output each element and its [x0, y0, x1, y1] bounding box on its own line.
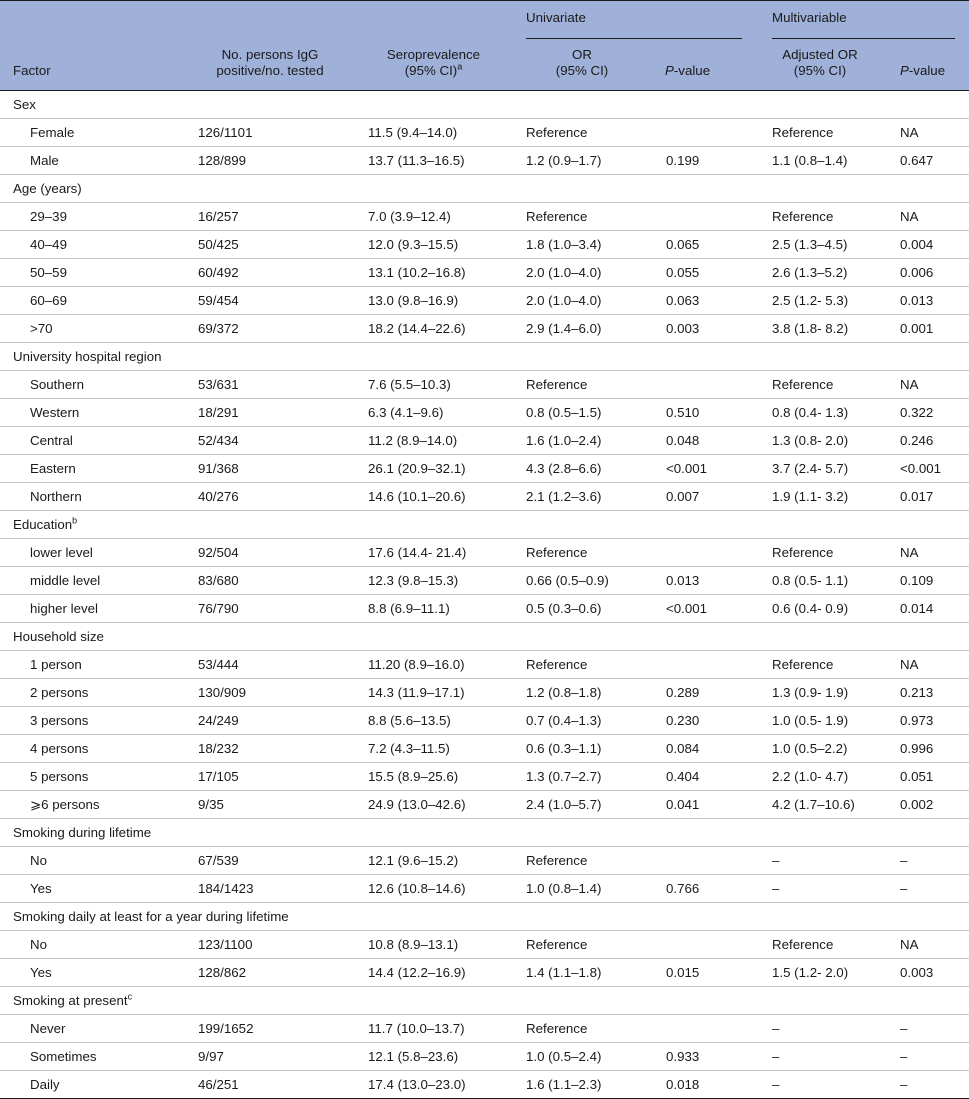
category-label: Smoking daily at least for a year during lifetime: [0, 903, 969, 931]
table-row: [0, 287, 969, 315]
category-label: Household size: [0, 623, 969, 651]
factor-cell: Female: [0, 119, 185, 147]
table-row: [0, 875, 969, 903]
table-row: [0, 119, 969, 147]
factor-cell: higher level: [0, 595, 185, 623]
adjusted-pvalue-cell: NA: [884, 119, 969, 147]
seroprevalence-column-header: Seroprevalence (95% CI)$^a$: [355, 39, 512, 91]
adjusted-or-cell: –: [756, 1071, 884, 1099]
factor-cell: 50–59: [0, 259, 185, 287]
factor-cell: Southern: [0, 371, 185, 399]
adjusted-or-cell: Reference: [756, 119, 884, 147]
seroprevalence-cell: 10.8 (8.9–13.1): [355, 931, 512, 959]
persons-cell: 53/631: [185, 371, 355, 399]
pvalue-cell: 0.766: [652, 875, 756, 903]
table-row: [0, 651, 969, 679]
adjusted-pvalue-cell: 0.017: [884, 483, 969, 511]
seroprevalence-cell: 13.7 (11.3–16.5): [355, 147, 512, 175]
seroprevalence-cell: 13.0 (9.8–16.9): [355, 287, 512, 315]
persons-cell: 53/444: [185, 651, 355, 679]
persons-cell: 130/909: [185, 679, 355, 707]
seroprevalence-cell: 6.3 (4.1–9.6): [355, 399, 512, 427]
or-cell: 1.0 (0.8–1.4): [512, 875, 652, 903]
pvalue-cell: [652, 1015, 756, 1043]
factor-cell: 60–69: [0, 287, 185, 315]
factor-cell: Daily: [0, 1071, 185, 1099]
or-cell: 1.6 (1.0–2.4): [512, 427, 652, 455]
factor-cell: middle level: [0, 567, 185, 595]
seroprevalence-cell: 7.2 (4.3–11.5): [355, 735, 512, 763]
table-row: [0, 567, 969, 595]
adjusted-pvalue-cell: 0.003: [884, 959, 969, 987]
table-row: [0, 259, 969, 287]
table-row: [0, 399, 969, 427]
pvalue-cell: [652, 203, 756, 231]
factor-cell: Yes: [0, 959, 185, 987]
adjusted-or-cell: Reference: [756, 651, 884, 679]
table-body: [0, 91, 969, 1099]
pvalue-cell: 0.048: [652, 427, 756, 455]
category-label: Age (years): [0, 175, 969, 203]
pvalue-cell: [652, 931, 756, 959]
table-row: [0, 231, 969, 259]
adjusted-or-cell: 1.1 (0.8–1.4): [756, 147, 884, 175]
pvalue-cell: 0.065: [652, 231, 756, 259]
adjusted-or-cell: 0.8 (0.4- 1.3): [756, 399, 884, 427]
pvalue-cell: 0.063: [652, 287, 756, 315]
seroprevalence-cell: 12.0 (9.3–15.5): [355, 231, 512, 259]
seroprevalence-cell: 11.7 (10.0–13.7): [355, 1015, 512, 1043]
factor-cell: 40–49: [0, 231, 185, 259]
seroprevalence-cell: 17.4 (13.0–23.0): [355, 1071, 512, 1099]
seroprevalence-cell: 11.20 (8.9–16.0): [355, 651, 512, 679]
seroprevalence-cell: 12.1 (5.8–23.6): [355, 1043, 512, 1071]
persons-column-header: No. persons IgG positive/no. tested: [185, 39, 355, 91]
footnote-marker: b: [72, 515, 78, 526]
adjusted-pvalue-cell: –: [884, 1071, 969, 1099]
persons-cell: 184/1423: [185, 875, 355, 903]
adjusted-pvalue-cell: 0.213: [884, 679, 969, 707]
adjusted-or-cell: 2.5 (1.3–4.5): [756, 231, 884, 259]
table-row: [0, 791, 969, 819]
factor-cell: Western: [0, 399, 185, 427]
seroprevalence-cell: 11.5 (9.4–14.0): [355, 119, 512, 147]
adjusted-or-cell: 2.6 (1.3–5.2): [756, 259, 884, 287]
factor-cell: Yes: [0, 875, 185, 903]
adjusted-or-cell: 1.9 (1.1- 3.2): [756, 483, 884, 511]
category-row: [0, 987, 969, 1015]
pvalue-cell: 0.289: [652, 679, 756, 707]
table-row: [0, 427, 969, 455]
or-cell: 0.66 (0.5–0.9): [512, 567, 652, 595]
pvalue-cell: [652, 119, 756, 147]
table-row: [0, 679, 969, 707]
or-cell: 2.4 (1.0–5.7): [512, 791, 652, 819]
table-row: [0, 763, 969, 791]
persons-cell: 128/862: [185, 959, 355, 987]
or-cell: 2.1 (1.2–3.6): [512, 483, 652, 511]
pvalue-cell: [652, 371, 756, 399]
category-label: Smoking during lifetime: [0, 819, 969, 847]
adjusted-pvalue-cell: –: [884, 875, 969, 903]
persons-cell: 60/492: [185, 259, 355, 287]
factor-cell: 2 persons: [0, 679, 185, 707]
adjusted-or-cell: 1.5 (1.2- 2.0): [756, 959, 884, 987]
pvalue-cell: <0.001: [652, 595, 756, 623]
or-cell: Reference: [512, 1015, 652, 1043]
or-cell: 1.2 (0.8–1.8): [512, 679, 652, 707]
seroprevalence-cell: 14.4 (12.2–16.9): [355, 959, 512, 987]
or-cell: Reference: [512, 203, 652, 231]
factor-cell: Northern: [0, 483, 185, 511]
seroprevalence-cell: 12.3 (9.8–15.3): [355, 567, 512, 595]
or-cell: 4.3 (2.8–6.6): [512, 455, 652, 483]
factor-cell: 4 persons: [0, 735, 185, 763]
adjusted-pvalue-cell: –: [884, 1015, 969, 1043]
table-row: [0, 1071, 969, 1099]
table-row: [0, 483, 969, 511]
adjusted-or-cell: 1.3 (0.8- 2.0): [756, 427, 884, 455]
adjusted-or-cell: 1.0 (0.5–2.2): [756, 735, 884, 763]
factor-cell: lower level: [0, 539, 185, 567]
adjusted-or-column-header: Adjusted OR (95% CI): [756, 39, 884, 91]
or-cell: Reference: [512, 847, 652, 875]
or-cell: 0.7 (0.4–1.3): [512, 707, 652, 735]
persons-cell: 9/35: [185, 791, 355, 819]
category-label: Education$^b$: [0, 511, 969, 539]
pvalue-cell: [652, 847, 756, 875]
adjusted-or-cell: –: [756, 1015, 884, 1043]
adjusted-or-cell: 4.2 (1.7–10.6): [756, 791, 884, 819]
adjusted-pvalue-cell: 0.996: [884, 735, 969, 763]
adjusted-pvalue-cell: NA: [884, 203, 969, 231]
or-cell: 1.2 (0.9–1.7): [512, 147, 652, 175]
seroprevalence-cell: 18.2 (14.4–22.6): [355, 315, 512, 343]
seroprevalence-cell: 7.0 (3.9–12.4): [355, 203, 512, 231]
footnote-marker: c: [127, 991, 133, 1002]
or-cell: 1.3 (0.7–2.7): [512, 763, 652, 791]
persons-cell: 16/257: [185, 203, 355, 231]
persons-cell: 83/680: [185, 567, 355, 595]
persons-cell: 18/291: [185, 399, 355, 427]
adjusted-or-cell: 1.3 (0.9- 1.9): [756, 679, 884, 707]
adjusted-or-cell: 0.8 (0.5- 1.1): [756, 567, 884, 595]
pvalue-cell: 0.041: [652, 791, 756, 819]
univariate-group-header: Univariate: [512, 1, 756, 39]
adjusted-or-cell: 3.8 (1.8- 8.2): [756, 315, 884, 343]
or-cell: 1.4 (1.1–1.8): [512, 959, 652, 987]
persons-cell: 24/249: [185, 707, 355, 735]
or-cell: Reference: [512, 539, 652, 567]
adjusted-or-cell: Reference: [756, 931, 884, 959]
pvalue-cell: 0.933: [652, 1043, 756, 1071]
seroprevalence-cell: 14.3 (11.9–17.1): [355, 679, 512, 707]
category-row: [0, 819, 969, 847]
pvalue-cell: 0.230: [652, 707, 756, 735]
persons-cell: 92/504: [185, 539, 355, 567]
adjusted-or-cell: 2.2 (1.0- 4.7): [756, 763, 884, 791]
persons-cell: 40/276: [185, 483, 355, 511]
adjusted-or-cell: 1.0 (0.5- 1.9): [756, 707, 884, 735]
adjusted-pvalue-cell: 0.006: [884, 259, 969, 287]
pvalue-cell: 0.084: [652, 735, 756, 763]
pvalue-column-header: P-value: [652, 39, 756, 91]
pvalue-cell: 0.404: [652, 763, 756, 791]
persons-cell: 199/1652: [185, 1015, 355, 1043]
or-cell: Reference: [512, 371, 652, 399]
adjusted-or-cell: –: [756, 847, 884, 875]
category-row: [0, 175, 969, 203]
or-cell: 2.0 (1.0–4.0): [512, 259, 652, 287]
factor-cell: >70: [0, 315, 185, 343]
category-label: Smoking at present$^c$: [0, 987, 969, 1015]
adjusted-or-cell: Reference: [756, 371, 884, 399]
seroprevalence-cell: 24.9 (13.0–42.6): [355, 791, 512, 819]
table-row: [0, 371, 969, 399]
adjusted-pvalue-cell: 0.004: [884, 231, 969, 259]
table-row: [0, 707, 969, 735]
multivariable-group-header: Multivariable: [756, 1, 969, 39]
category-row: [0, 511, 969, 539]
seroprevalence-cell: 14.6 (10.1–20.6): [355, 483, 512, 511]
persons-cell: 67/539: [185, 847, 355, 875]
table-row: [0, 1015, 969, 1043]
adjusted-or-cell: 2.5 (1.2- 5.3): [756, 287, 884, 315]
adjusted-pvalue-cell: 0.002: [884, 791, 969, 819]
adjusted-pvalue-cell: NA: [884, 371, 969, 399]
table-row: [0, 203, 969, 231]
factor-cell: 29–39: [0, 203, 185, 231]
adjusted-or-cell: Reference: [756, 203, 884, 231]
category-row: [0, 903, 969, 931]
table-row: [0, 1043, 969, 1071]
table-header: [0, 1, 969, 91]
factor-cell: Central: [0, 427, 185, 455]
persons-cell: 17/105: [185, 763, 355, 791]
category-label: University hospital region: [0, 343, 969, 371]
adjusted-pvalue-cell: 0.246: [884, 427, 969, 455]
table-row: [0, 847, 969, 875]
pvalue-cell: 0.199: [652, 147, 756, 175]
category-row: [0, 91, 969, 119]
adjusted-pvalue-cell: 0.322: [884, 399, 969, 427]
persons-cell: 126/1101: [185, 119, 355, 147]
table-row: [0, 315, 969, 343]
table-row: [0, 455, 969, 483]
or-column-header: OR (95% CI): [512, 39, 652, 91]
table-row: [0, 595, 969, 623]
seroprevalence-cell: 12.1 (9.6–15.2): [355, 847, 512, 875]
pvalue-cell: 0.018: [652, 1071, 756, 1099]
persons-cell: 59/454: [185, 287, 355, 315]
category-label: Sex: [0, 91, 969, 119]
table-row: [0, 931, 969, 959]
adjusted-pvalue-cell: <0.001: [884, 455, 969, 483]
seroprevalence-cell: 7.6 (5.5–10.3): [355, 371, 512, 399]
seroprevalence-cell: 12.6 (10.8–14.6): [355, 875, 512, 903]
or-cell: 1.8 (1.0–3.4): [512, 231, 652, 259]
persons-cell: 9/97: [185, 1043, 355, 1071]
or-cell: 0.8 (0.5–1.5): [512, 399, 652, 427]
category-row: [0, 343, 969, 371]
adjusted-pvalue-cell: 0.014: [884, 595, 969, 623]
adjusted-pvalue-cell: 0.973: [884, 707, 969, 735]
seroprevalence-cell: 11.2 (8.9–14.0): [355, 427, 512, 455]
or-cell: 0.5 (0.3–0.6): [512, 595, 652, 623]
factor-cell: Eastern: [0, 455, 185, 483]
persons-cell: 91/368: [185, 455, 355, 483]
adjusted-or-cell: 3.7 (2.4- 5.7): [756, 455, 884, 483]
or-cell: 2.0 (1.0–4.0): [512, 287, 652, 315]
or-cell: 1.6 (1.1–2.3): [512, 1071, 652, 1099]
adjusted-or-cell: Reference: [756, 539, 884, 567]
footnote-marker: a: [457, 61, 463, 72]
factor-cell: Never: [0, 1015, 185, 1043]
table-row: [0, 147, 969, 175]
persons-cell: 123/1100: [185, 931, 355, 959]
factor-cell: No: [0, 931, 185, 959]
factor-cell: Sometimes: [0, 1043, 185, 1071]
factor-cell: 3 persons: [0, 707, 185, 735]
seroprevalence-cell: 17.6 (14.4- 21.4): [355, 539, 512, 567]
or-cell: Reference: [512, 119, 652, 147]
adjusted-pvalue-cell: NA: [884, 931, 969, 959]
adjusted-pvalue-column-header: P-value: [884, 39, 969, 91]
factor-cell: ⩾6 persons: [0, 791, 185, 819]
adjusted-pvalue-cell: NA: [884, 539, 969, 567]
persons-cell: 69/372: [185, 315, 355, 343]
adjusted-or-cell: –: [756, 1043, 884, 1071]
adjusted-pvalue-cell: 0.647: [884, 147, 969, 175]
adjusted-pvalue-cell: 0.001: [884, 315, 969, 343]
factor-cell: No: [0, 847, 185, 875]
pvalue-cell: 0.007: [652, 483, 756, 511]
adjusted-pvalue-cell: –: [884, 847, 969, 875]
persons-cell: 46/251: [185, 1071, 355, 1099]
pvalue-cell: [652, 539, 756, 567]
persons-cell: 76/790: [185, 595, 355, 623]
table-row: [0, 539, 969, 567]
seroprevalence-cell: 13.1 (10.2–16.8): [355, 259, 512, 287]
pvalue-cell: [652, 651, 756, 679]
factor-cell: Male: [0, 147, 185, 175]
seroprevalence-cell: 8.8 (6.9–11.1): [355, 595, 512, 623]
pvalue-cell: 0.510: [652, 399, 756, 427]
adjusted-pvalue-cell: –: [884, 1043, 969, 1071]
pvalue-cell: 0.055: [652, 259, 756, 287]
adjusted-or-cell: 0.6 (0.4- 0.9): [756, 595, 884, 623]
persons-cell: 50/425: [185, 231, 355, 259]
persons-cell: 18/232: [185, 735, 355, 763]
table-row: [0, 959, 969, 987]
seroprevalence-cell: 26.1 (20.9–32.1): [355, 455, 512, 483]
or-cell: 1.0 (0.5–2.4): [512, 1043, 652, 1071]
pvalue-cell: 0.003: [652, 315, 756, 343]
seroprevalence-cell: 8.8 (5.6–13.5): [355, 707, 512, 735]
factor-column-header: Factor: [0, 39, 185, 91]
or-cell: 0.6 (0.3–1.1): [512, 735, 652, 763]
pvalue-cell: 0.015: [652, 959, 756, 987]
seroprevalence-cell: 15.5 (8.9–25.6): [355, 763, 512, 791]
factor-cell: 5 persons: [0, 763, 185, 791]
factor-cell: 1 person: [0, 651, 185, 679]
adjusted-pvalue-cell: 0.109: [884, 567, 969, 595]
adjusted-pvalue-cell: 0.013: [884, 287, 969, 315]
adjusted-or-cell: –: [756, 875, 884, 903]
adjusted-pvalue-cell: 0.051: [884, 763, 969, 791]
category-row: [0, 623, 969, 651]
or-cell: Reference: [512, 651, 652, 679]
persons-cell: 128/899: [185, 147, 355, 175]
pvalue-cell: <0.001: [652, 455, 756, 483]
persons-cell: 52/434: [185, 427, 355, 455]
adjusted-pvalue-cell: NA: [884, 651, 969, 679]
pvalue-cell: 0.013: [652, 567, 756, 595]
table-row: [0, 735, 969, 763]
or-cell: Reference: [512, 931, 652, 959]
or-cell: 2.9 (1.4–6.0): [512, 315, 652, 343]
